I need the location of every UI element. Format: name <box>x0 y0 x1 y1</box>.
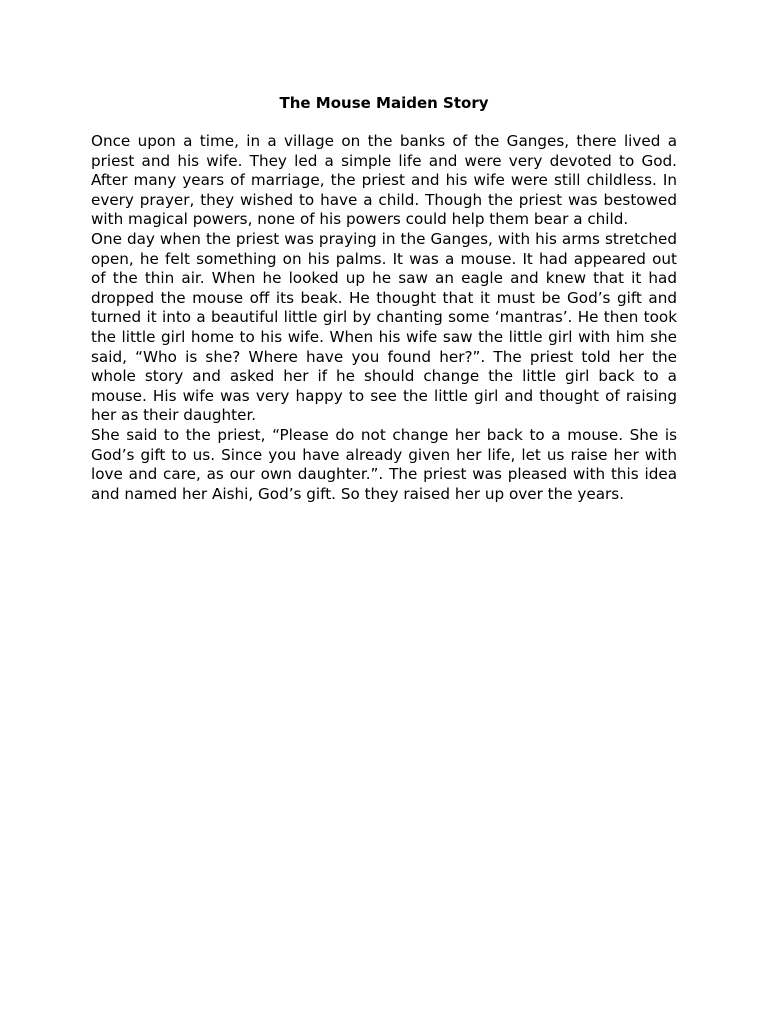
document-body <box>91 132 677 504</box>
paragraph-2: One day when the priest was praying in the Ganges, with his arms stretched open, he felt something on his palms. It was a mouse. It had appeared out of the thin air. When he looked up he saw an eagle and knew that it had dropped the mouse off its beak. He thought that it must be God’s gift and turned it into a beautiful little girl by chanting some ‘mantras’. He then took the little girl home to his wife. When his wife saw the little girl with him she said, “Who is she? Where have you found her?”. The priest told her the whole story and asked her if he should change the little girl back to a mouse. His wife was very happy to see the little girl and thought of raising her as their daughter. <box>91 229 677 425</box>
paragraph-1: Once upon a time, in a village on the banks of the Ganges, there lived a priest and his wife. They led a simple life and were very devoted to God. After many years of marriage, the priest and his wife were still childless. In every prayer, they wished to have a child. Though the priest was bestowed with magical powers, none of his powers could help them bear a child. <box>91 132 677 229</box>
document-title: The Mouse Maiden Story <box>279 94 489 112</box>
paragraph-3: She said to the priest, “Please do not change her back to a mouse. She is God’s gift to us. Since you have already given her life, let us raise her with love and care, as our own daughter.”. The priest was pleased with this idea and named her Aishi, God’s gift. So they raised her up over the years. <box>91 425 677 503</box>
